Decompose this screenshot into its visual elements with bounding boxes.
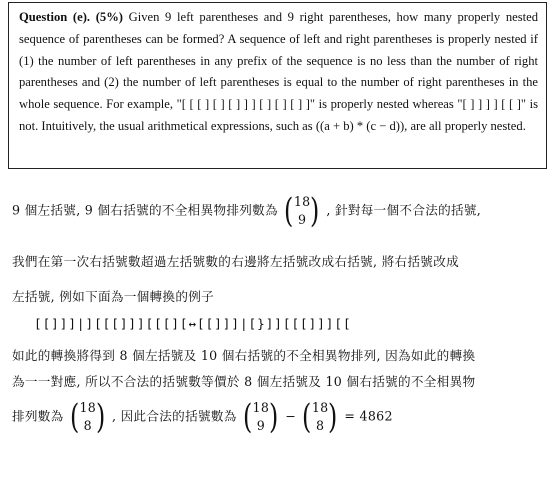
- binomial-18-9: ( 18 9 ): [243, 397, 279, 437]
- answer-line-4: 如此的轉換將得到 8 個左括號及 10 個右括號的不全相異物排列, 因為如此的轉換: [12, 348, 476, 363]
- answer-text: , 因此合法的括號數為: [112, 408, 237, 424]
- answer-line-1: [12, 193, 481, 229]
- final-result: = 4862: [344, 408, 393, 424]
- bracket-sequence-example: [[]]]|][[[]]][[[][↔[[]]]|[}]][[[]]][[: [34, 316, 352, 331]
- question-label: Question (e). (5%): [19, 10, 123, 24]
- question-paragraph: [19, 7, 538, 138]
- question-text: Given 9 left parentheses and 9 right parentheses, how many properly nested sequence of parentheses can be formed? A sequence of left and right parentheses is properly nested if (1) the number of left parentheses in any prefix of the sequence is no less than the number of right parentheses and (2) the number of left parentheses is equal to the number of right parentheses in the whole sequence. For example, "[ [ [ ] [ ] [ ] ] ] [ ] [ ] [ ] ]" is properly nested whereas "[ ] ] ] ] [ [ ]" is not. Intuitively, the usual arithmetical expressions, such as ((a + b) * (c − d)), are all properly nested.: [19, 10, 538, 133]
- answer-line-5: 為一一對應, 所以不合法的括號數等價於 8 個左括號及 10 個右括號的不全相異物: [12, 374, 476, 389]
- answer-line-3: 左括號, 例如下面為一個轉換的例子: [12, 289, 215, 304]
- question-box: [8, 2, 547, 169]
- answer-text: 9 個左括號, 9 個右括號的不全相異物排列數為: [12, 202, 278, 218]
- answer-text: 排列數為: [12, 408, 64, 424]
- answer-line-6: [12, 399, 393, 435]
- minus-sign: −: [285, 408, 296, 424]
- answer-line-2: 我們在第一次右括號數超過左括號數的右邊將左括號改成右括號, 將右括號改成: [12, 254, 459, 269]
- answer-text: , 針對每一個不合法的括號,: [326, 202, 482, 218]
- binomial-18-8: ( 18 8 ): [302, 397, 339, 437]
- binomial-18-9: ( 18 9 ): [284, 191, 321, 231]
- binomial-18-8: ( 18 8 ): [69, 397, 106, 437]
